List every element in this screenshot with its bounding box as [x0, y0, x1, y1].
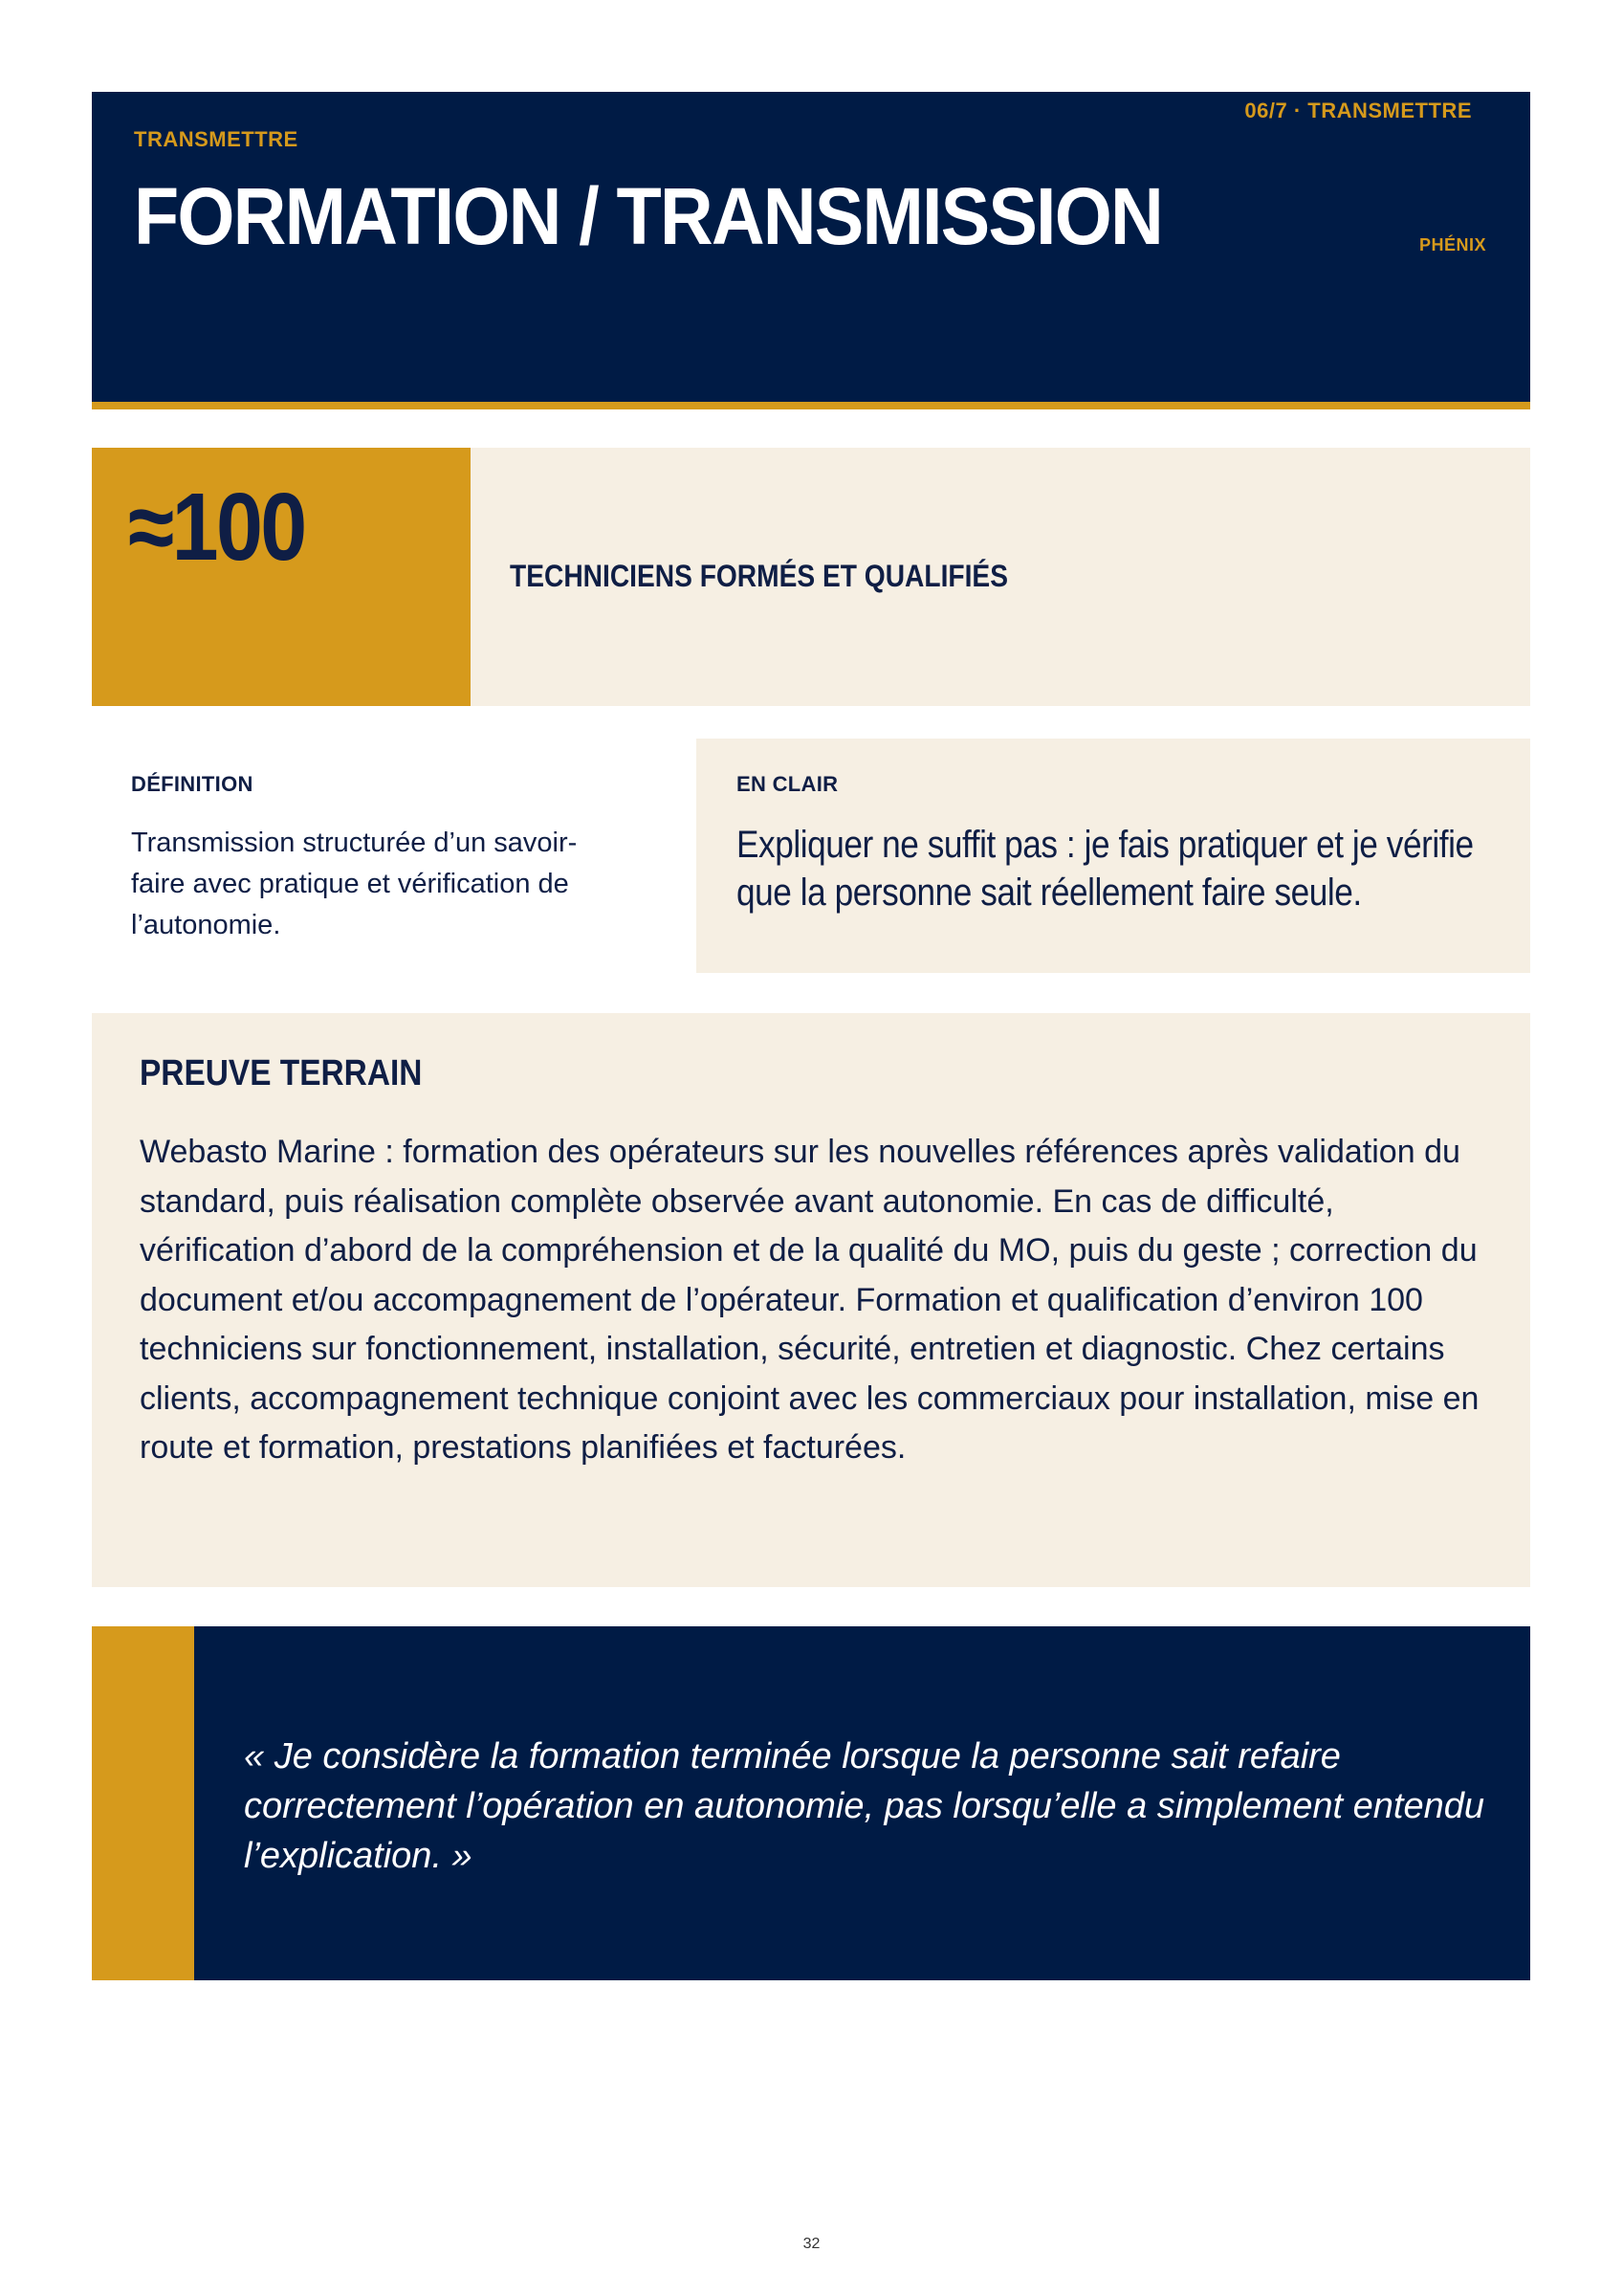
- field-proof-text: Webasto Marine : formation des opérateurs sur les nouvelles références après validation du standard, puis réalisation complète observée avant autonomie. En cas de difficulté, vérification d’abord de la compréhension et de la qualité du MO, puis du geste ; correction du document et/ou accompagnement de l’opérateur. Formation et qualification d’environ 100 techniciens sur fonctionnement, installation, sécurité, entretien et diagnostic. Chez certains clients, accompagnement technique conjoint avec les commerciaux pour installation, mise en route et formation, prestations planifiées et facturées.: [140, 1134, 1480, 1466]
- header-divider: [92, 402, 1530, 409]
- stat-band: [92, 448, 1530, 706]
- section-page-tag: 06/7 · TRANSMETTRE: [1244, 99, 1472, 122]
- stat-label: TECHNICIENS FORMÉS ET QUALIFIÉS: [510, 559, 1008, 593]
- field-proof-heading: PREUVE TERRAIN: [140, 1053, 423, 1093]
- page-number: 32: [802, 2236, 821, 2252]
- stat-value: ≈100: [128, 474, 305, 581]
- field-proof-block: [92, 1013, 1530, 1587]
- plain-language-block: [696, 739, 1530, 973]
- brand-label: PHÉNIX: [1418, 235, 1486, 254]
- definition-text: Transmission structurée d’un savoir-faire avec pratique et vérification de l’autonomie.: [131, 828, 578, 940]
- plain-language-text: Expliquer ne suffit pas : je fais pratiquer et je vérifie que la personne sait réellement faire seule.: [736, 824, 1474, 914]
- quote-text: « Je considère la formation terminée lorsque la personne sait refaire correctement l’opération en autonomie, pas lorsqu’elle a simplement entendu l’explication. »: [244, 1736, 1484, 1876]
- definition-label: DÉFINITION: [131, 772, 253, 796]
- definition-block: [92, 739, 666, 973]
- stat-highlight-box: [92, 448, 471, 706]
- quote-block: [92, 1626, 1530, 1980]
- header-banner: [92, 92, 1530, 402]
- section-kicker: TRANSMETTRE: [134, 127, 298, 151]
- quote-accent-bar: [92, 1626, 194, 1980]
- page-title: FORMATION / TRANSMISSION: [134, 171, 1162, 261]
- plain-language-label: EN CLAIR: [736, 772, 839, 796]
